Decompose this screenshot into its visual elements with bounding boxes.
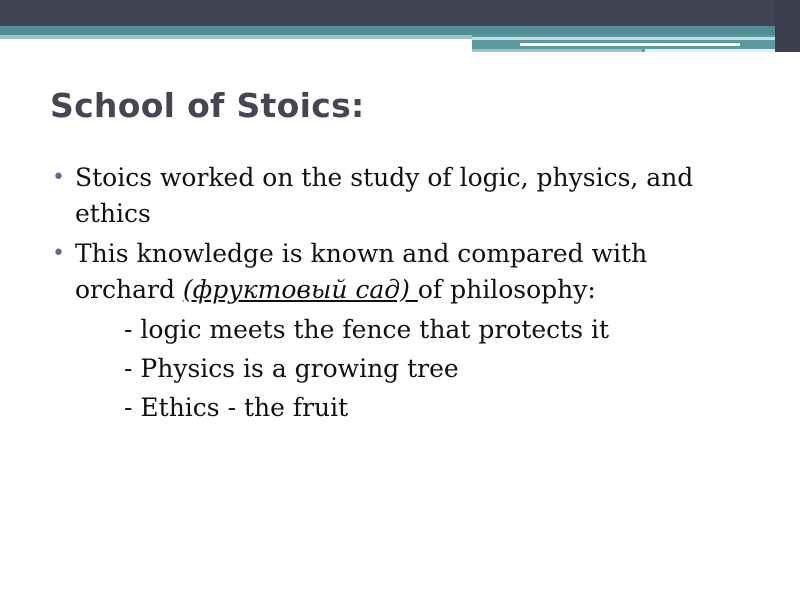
sub-item-ethics: - Ethics - the fruit — [124, 393, 349, 422]
sub-item-logic: - logic meets the fence that protects it — [124, 315, 610, 344]
header-band-dark — [0, 0, 800, 26]
bullet-item — [52, 160, 752, 232]
bullet-item — [52, 236, 752, 308]
translation-link[interactable]: (фруктовый сад) — [182, 275, 418, 304]
header-band-teal — [0, 26, 775, 35]
header-stripe — [472, 49, 642, 52]
header-stripe — [472, 37, 775, 40]
bullet-icon: • — [52, 165, 65, 190]
header-band-corner — [775, 0, 800, 52]
slide-body — [52, 160, 752, 429]
bullet-text: This knowledge is known and compared with orchard — [75, 239, 648, 304]
header-band-teal-light — [0, 35, 472, 39]
bullet-text: Stoics worked on the study of logic, physics, and ethics — [75, 163, 694, 228]
header-stripe — [520, 43, 740, 46]
sub-item-physics: - Physics is a growing tree — [124, 354, 459, 383]
slide-title: School of Stoics: — [50, 86, 365, 125]
bullet-text-after: of philosophy: — [417, 275, 596, 304]
header-stripe — [645, 49, 775, 52]
bullet-icon: • — [52, 241, 65, 266]
